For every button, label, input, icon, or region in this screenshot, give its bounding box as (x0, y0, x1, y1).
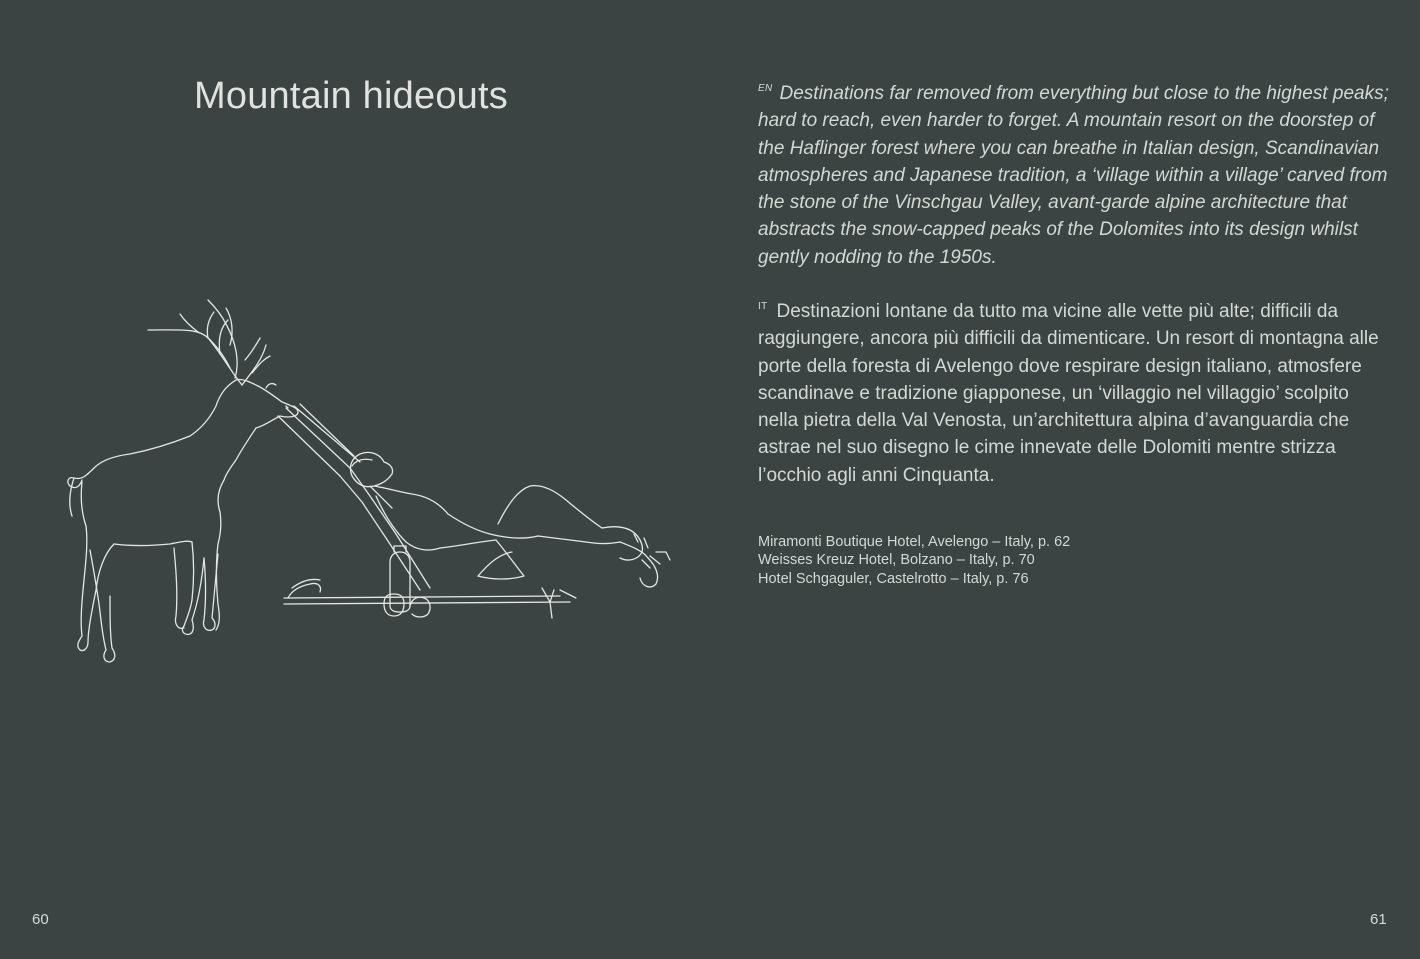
reference-item: Weisses Kreuz Hotel, Bolzano – Italy, p. 70 (758, 552, 1035, 569)
english-paragraph (758, 75, 1390, 271)
reclining-hiker (350, 452, 670, 586)
stag-hiker-drawing-icon (30, 290, 690, 670)
ground-gear (284, 546, 576, 618)
stag-body (68, 379, 298, 662)
reference-item: Hotel Schgaguler, Castelrotto – Italy, p. 76 (758, 570, 1029, 587)
reference-item: Miramonti Boutique Hotel, Avelengo – Italy, p. 62 (758, 534, 1071, 550)
italian-text: Destinazioni lontane da tutto ma vicine alle vette più alte; difficili da raggiungere, ancora più difficili da dimenticare. Un resort di montagna alle porte della foresta di Avelengo dove respirare design italiano, atmosfere scandinave e tradizione giapponese, un ‘villaggio nel villaggio’ scolpito nella pietra della Val Venosta, un’architettura alpina d’avanguardia che astrae nel suo disegno le cime innevate delle Dolomiti mentre strizza l’occhio agli anni Cinquanta. (758, 301, 1379, 486)
lang-tag-it: IT (758, 301, 768, 312)
english-text: Destinations far removed from everything but close to the highest peaks; hard to reach, even harder to forget. A mountain resort on the doorstep of the Haflinger forest where you can breathe in Italian design, Scandinavian atmospheres and Japanese tradition, a ‘village within a village’ carved from the stone of the Vinschgau Valley, avant-garde alpine architecture that abstracts the snow-capped peaks of the Dolomites into its design whilst gently nodding to the 1950s. (758, 83, 1389, 268)
page-number-right: 61 (1370, 911, 1387, 928)
stag-hiker-illustration (30, 290, 690, 670)
hiking-poles (278, 404, 430, 590)
lang-tag-en: EN (758, 83, 773, 94)
page-number-left: 60 (32, 911, 49, 928)
hotel-references (758, 533, 1390, 588)
stag-antlers (148, 300, 270, 385)
italian-paragraph (758, 293, 1390, 489)
section-title: Mountain hideouts (194, 75, 508, 117)
